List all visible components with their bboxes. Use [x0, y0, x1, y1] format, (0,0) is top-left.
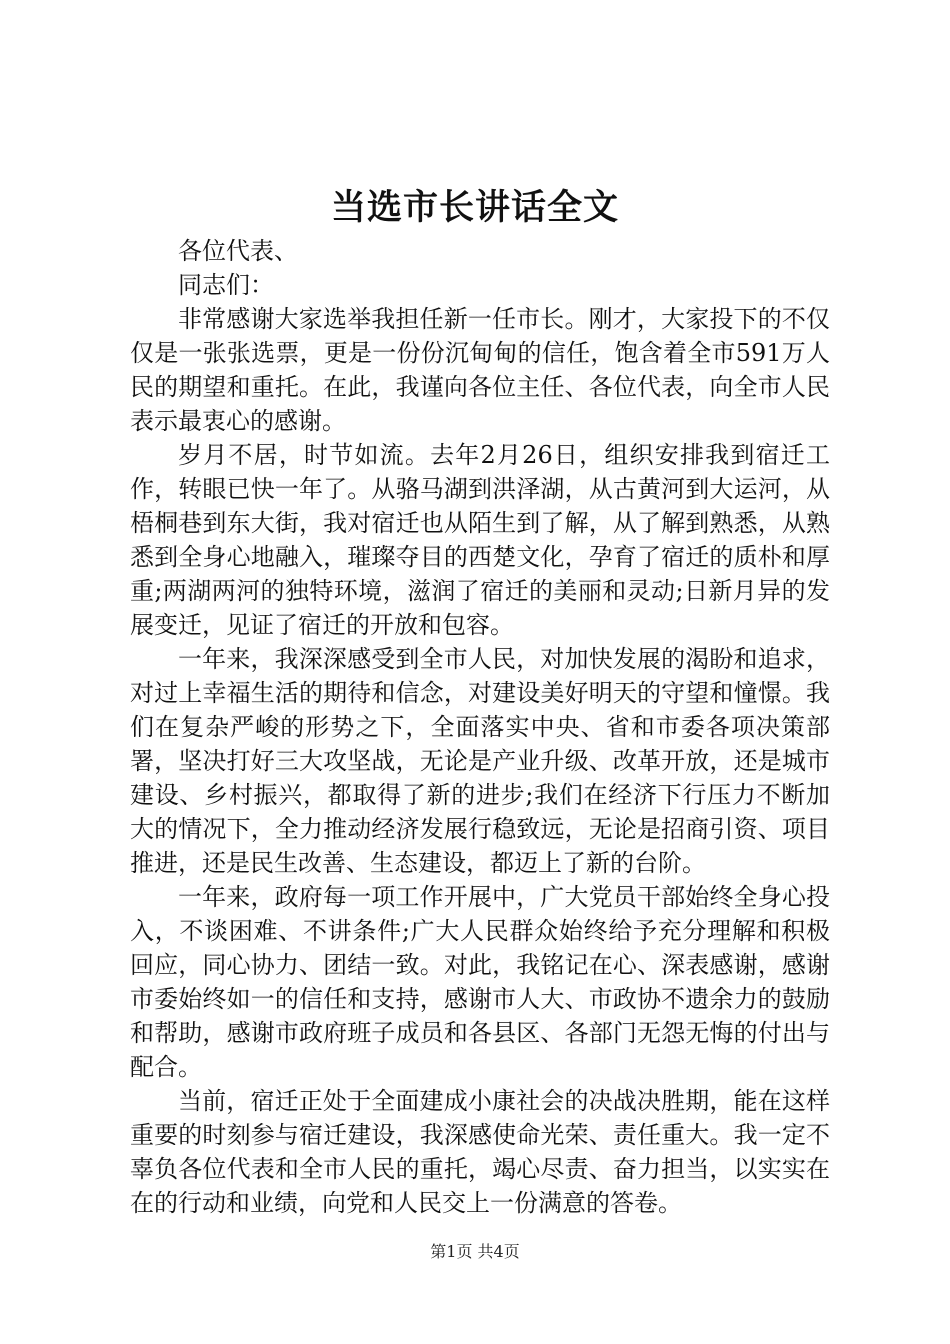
document-body [130, 234, 830, 1220]
paragraph-2: 岁月不居，时节如流。去年2月26日，组织安排我到宿迁工作，转眼已快一年了。从骆马湖到洪泽湖，从古黄河到大运河，从梧桐巷到东大街，我对宿迁也从陌生到了解，从了解到熟悉，从熟悉到全身心地融入，璀璨夺目的西楚文化，孕育了宿迁的质朴和厚重;两湖两河的独特环境，滋润了宿迁的美丽和灵动;日新月异的发展变迁，见证了宿迁的开放和包容。 [130, 441, 830, 639]
paragraph-1: 非常感谢大家选举我担任新一任市长。刚才，大家投下的不仅仅是一张张选票，更是一份份沉甸甸的信任，饱含着全市591万人民的期望和重托。在此，我谨向各位主任、各位代表，向全市人民表示最衷心的感谢。 [130, 305, 830, 435]
document-title: 当选市长讲话全文 [330, 187, 619, 228]
salutation-line-1: 各位代表、 [178, 237, 298, 265]
paragraph-3: 一年来，我深深感受到全市人民，对加快发展的渴盼和追求，对过上幸福生活的期待和信念，对建设美好明天的守望和憧憬。我们在复杂严峻的形势之下，全面落实中央、省和市委各项决策部署，坚决打好三大攻坚战，无论是产业升级、改革开放，还是城市建设、乡村振兴，都取得了新的进步;我们在经济下行压力不断加大的情况下，全力推动经济发展行稳致远，无论是招商引资、项目推进，还是民生改善、生态建设，都迈上了新的台阶。 [130, 645, 830, 877]
salutation-line-2: 同志们： [178, 271, 274, 299]
paragraph-5: 当前，宿迁正处于全面建成小康社会的决战决胜期，能在这样重要的时刻参与宿迁建设，我深感使命光荣、责任重大。我一定不辜负各位代表和全市人民的重托，竭心尽责、奋力担当，以实实在在的行动和业绩，向党和人民交上一份满意的答卷。 [130, 1087, 830, 1217]
page-footer: 第1页 共4页 [430, 1242, 520, 1261]
paragraph-4: 一年来，政府每一项工作开展中，广大党员干部始终全身心投入，不谈困难、不讲条件;广大人民群众始终给予充分理解和积极回应，同心协力、团结一致。对此，我铭记在心、深表感谢，感谢市委始终如一的信任和支持，感谢市人大、市政协不遗余力的鼓励和帮助，感谢市政府班子成员和各县区、各部门无怨无悔的付出与配合。 [130, 883, 830, 1081]
